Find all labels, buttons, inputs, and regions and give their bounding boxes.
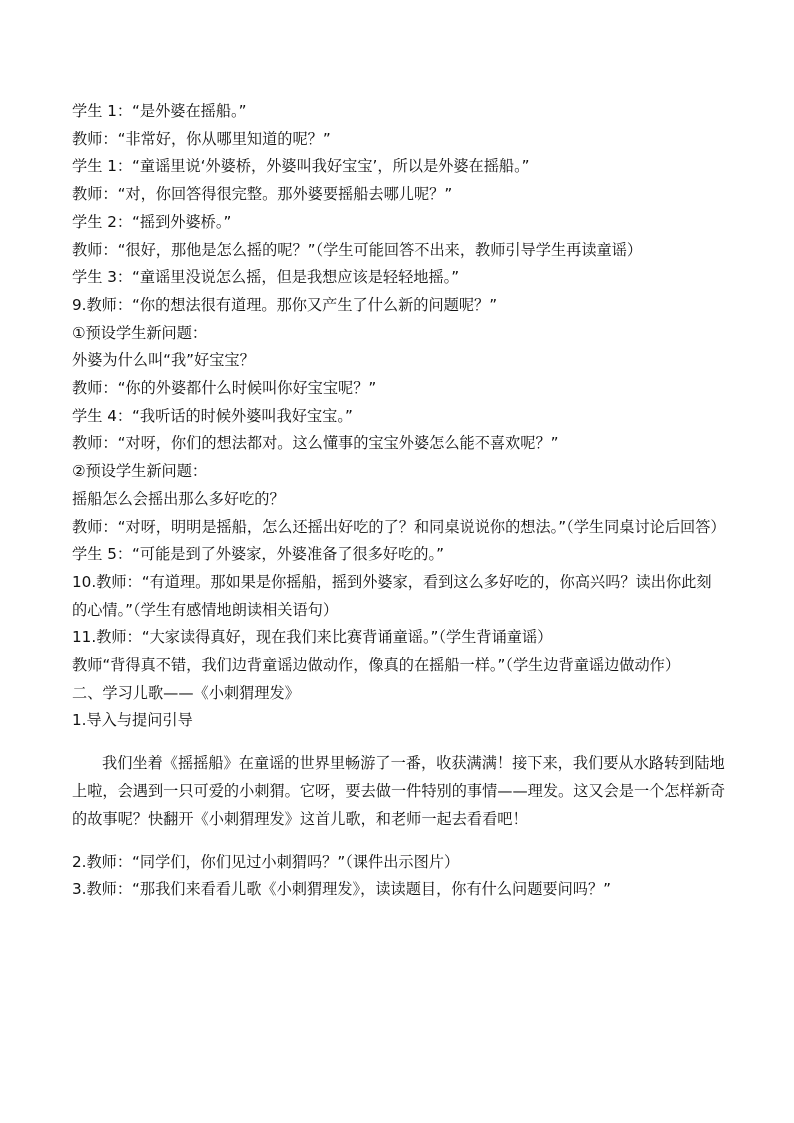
dialogue-line: 学生 5：“可能是到了外婆家，外婆准备了很多好吃的。” bbox=[72, 545, 444, 564]
dialogue-line: 教师：“对，你回答得很完整。那外婆要摇船去哪儿呢？” bbox=[72, 185, 453, 204]
preset-question: 外婆为什么叫“我”好宝宝？ bbox=[72, 351, 255, 370]
subsection-heading: 1.导入与提问引导 bbox=[72, 711, 193, 730]
step-line: 3.教师：“那我们来看看儿歌《小刺猬理发》，读读题目，你有什么问题要问吗？” bbox=[72, 880, 612, 899]
dialogue-line: 学生 1：“童谣里说‘外婆桥，外婆叫我好宝宝’，所以是外婆在摇船。” bbox=[72, 157, 530, 176]
dialogue-line: 教师：“你的外婆都什么时候叫你好宝宝呢？” bbox=[72, 379, 377, 398]
section-heading: 二、学习儿歌——《小刺猬理发》 bbox=[72, 683, 300, 702]
preset-question-heading: ②预设学生新问题： bbox=[72, 462, 208, 481]
dialogue-line: 学生 3：“童谣里没说怎么摇，但是我想应该是轻轻地摇。” bbox=[72, 268, 460, 287]
dialogue-line: 教师：“非常好，你从哪里知道的呢？” bbox=[72, 129, 331, 148]
document-body bbox=[72, 98, 726, 904]
dialogue-line: 学生 1：“是外婆在摇船。” bbox=[72, 102, 247, 120]
step-line: 11.教师：“大家读得真好，现在我们来比赛背诵童谣。”（学生背诵童谣） bbox=[72, 628, 553, 647]
dialogue-line: 学生 2：“摇到外婆桥。” bbox=[72, 212, 232, 231]
dialogue-line: 教师：“对呀，你们的想法都对。这么懂事的宝宝外婆怎么能不喜欢呢？” bbox=[72, 434, 559, 453]
preset-question: 摇船怎么会摇出那么多好吃的？ bbox=[72, 489, 285, 508]
dialogue-line: 学生 4：“我听话的时候外婆叫我好宝宝。” bbox=[72, 406, 353, 425]
preset-question-heading: ①预设学生新问题： bbox=[72, 323, 208, 342]
dialogue-line: 教师：“对呀，明明是摇船，怎么还摇出好吃的了？和同桌说说你的想法。”（学生同桌讨论后回答） bbox=[72, 517, 726, 536]
intro-paragraph: 我们坐着《摇摇船》在童谣的世界里畅游了一番，收获满满！接下来，我们要从水路转到陆地上啦，会遇到一只可爱的小刺猬。它呀，要去做一件特别的事情——理发。这又会是一个怎样新奇的故事呢？快翻开《小刺猬理发》这首儿歌，和老师一起去看看吧！ bbox=[72, 754, 726, 828]
step-line: 9.教师：“你的想法很有道理。那你又产生了什么新的问题呢？” bbox=[72, 295, 498, 314]
dialogue-line: 教师：“很好，那他是怎么摇的呢？”（学生可能回答不出来，教师引导学生再读童谣） bbox=[72, 240, 643, 259]
step-line: 2.教师：“同学们，你们见过小刺猬吗？”（课件出示图片） bbox=[72, 852, 460, 871]
dialogue-line: 教师“背得真不错，我们边背童谣边做动作，像真的在摇船一样。”（学生边背童谣边做动作） bbox=[72, 656, 681, 675]
step-line: 10.教师：“有道理。那如果是你摇船，摇到外婆家，看到这么多好吃的，你高兴吗？读出你此刻的心情。”（学生有感情地朗读相关语句） bbox=[72, 572, 712, 619]
